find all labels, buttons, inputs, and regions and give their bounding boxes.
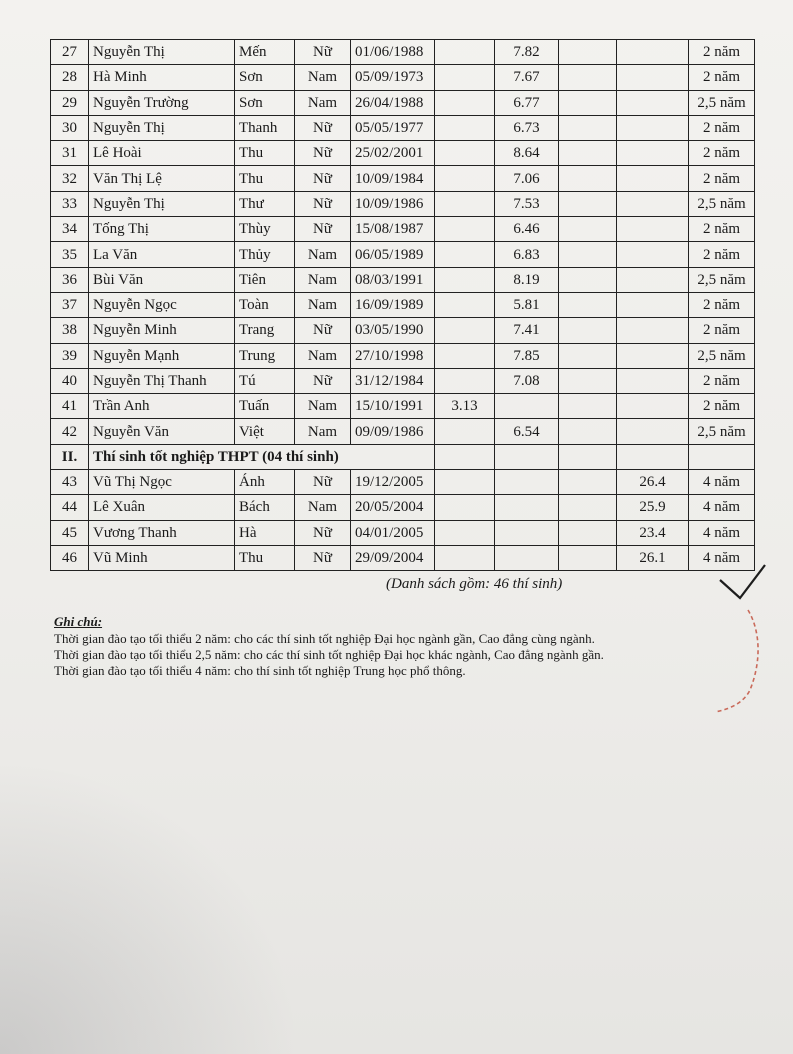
row-number: 35 <box>51 242 89 267</box>
row-number: 30 <box>51 115 89 140</box>
gender: Nữ <box>295 141 351 166</box>
score-1 <box>435 191 495 216</box>
table-row <box>51 65 755 90</box>
gender: Nam <box>295 242 351 267</box>
row-number: 31 <box>51 141 89 166</box>
score-2: 6.83 <box>495 242 559 267</box>
score-3: 23.4 <box>617 520 689 545</box>
blank-cell <box>559 368 617 393</box>
training-duration: 4 năm <box>689 545 755 570</box>
table-row <box>51 40 755 65</box>
surname: Nguyễn Mạnh <box>89 343 235 368</box>
birth-date: 01/06/1988 <box>351 40 435 65</box>
birth-date: 06/05/1989 <box>351 242 435 267</box>
surname: La Văn <box>89 242 235 267</box>
blank-cell <box>559 115 617 140</box>
score-3 <box>617 318 689 343</box>
given-name: Tiên <box>235 267 295 292</box>
birth-date: 04/01/2005 <box>351 520 435 545</box>
gender: Nam <box>295 90 351 115</box>
blank-cell <box>559 40 617 65</box>
training-duration: 2 năm <box>689 217 755 242</box>
score-3 <box>617 115 689 140</box>
score-2: 6.77 <box>495 90 559 115</box>
score-1 <box>435 242 495 267</box>
score-2 <box>495 470 559 495</box>
note-line: Thời gian đào tạo tối thiểu 2,5 năm: cho các thí sinh tốt nghiệp Đại học khác ngành, Cao đẳng ngành gần. <box>54 647 604 662</box>
training-duration: 2 năm <box>689 242 755 267</box>
blank-cell <box>559 141 617 166</box>
training-duration: 2 năm <box>689 368 755 393</box>
training-duration: 2 năm <box>689 166 755 191</box>
score-1 <box>435 267 495 292</box>
training-duration: 2 năm <box>689 318 755 343</box>
gender: Nam <box>295 267 351 292</box>
surname: Vương Thanh <box>89 520 235 545</box>
blank-cell <box>559 90 617 115</box>
given-name: Sơn <box>235 65 295 90</box>
given-name: Việt <box>235 419 295 444</box>
score-2: 6.73 <box>495 115 559 140</box>
candidate-table <box>50 39 755 571</box>
gender: Nữ <box>295 520 351 545</box>
given-name: Mến <box>235 40 295 65</box>
gender: Nữ <box>295 318 351 343</box>
birth-date: 15/08/1987 <box>351 217 435 242</box>
score-1 <box>435 318 495 343</box>
surname: Lê Xuân <box>89 495 235 520</box>
score-2: 7.08 <box>495 368 559 393</box>
score-3 <box>617 217 689 242</box>
blank-cell <box>559 318 617 343</box>
blank-cell <box>559 343 617 368</box>
training-duration: 2,5 năm <box>689 419 755 444</box>
row-number: 39 <box>51 343 89 368</box>
table-row <box>51 419 755 444</box>
surname: Nguyễn Thị <box>89 115 235 140</box>
given-name: Thùy <box>235 217 295 242</box>
table-row <box>51 318 755 343</box>
table-body-group-2 <box>51 470 755 571</box>
surname: Văn Thị Lệ <box>89 166 235 191</box>
red-stamp-edge <box>715 610 758 712</box>
gender: Nữ <box>295 40 351 65</box>
surname: Hà Minh <box>89 65 235 90</box>
table-row <box>51 368 755 393</box>
score-2: 7.53 <box>495 191 559 216</box>
row-number: 40 <box>51 368 89 393</box>
score-1 <box>435 166 495 191</box>
birth-date: 05/05/1977 <box>351 115 435 140</box>
row-number: 36 <box>51 267 89 292</box>
surname: Vũ Thị Ngọc <box>89 470 235 495</box>
notes-title: Ghi chú: <box>54 614 103 629</box>
gender: Nữ <box>295 368 351 393</box>
page-shadow <box>0 760 300 1054</box>
score-3 <box>617 166 689 191</box>
gender: Nam <box>295 394 351 419</box>
table-row <box>51 545 755 570</box>
gender: Nữ <box>295 166 351 191</box>
row-number: 28 <box>51 65 89 90</box>
score-3 <box>617 90 689 115</box>
birth-date: 20/05/2004 <box>351 495 435 520</box>
row-number: 29 <box>51 90 89 115</box>
birth-date: 08/03/1991 <box>351 267 435 292</box>
given-name: Trung <box>235 343 295 368</box>
given-name: Thu <box>235 166 295 191</box>
training-duration: 2,5 năm <box>689 267 755 292</box>
birth-date: 10/09/1986 <box>351 191 435 216</box>
training-duration: 2 năm <box>689 65 755 90</box>
note-line: Thời gian đào tạo tối thiểu 2 năm: cho các thí sinh tốt nghiệp Đại học ngành gần, Cao đẳng cùng ngành. <box>54 631 595 646</box>
birth-date: 19/12/2005 <box>351 470 435 495</box>
surname: Nguyễn Thị <box>89 40 235 65</box>
table-row <box>51 267 755 292</box>
score-1 <box>435 470 495 495</box>
score-2 <box>495 520 559 545</box>
given-name: Trang <box>235 318 295 343</box>
surname: Bùi Văn <box>89 267 235 292</box>
score-3 <box>617 368 689 393</box>
score-2 <box>495 495 559 520</box>
gender: Nam <box>295 292 351 317</box>
score-1 <box>435 343 495 368</box>
note-line: Thời gian đào tạo tối thiểu 4 năm: cho thí sinh tốt nghiệp Trung học phổ thông. <box>54 663 466 678</box>
blank-cell <box>559 495 617 520</box>
row-number: 45 <box>51 520 89 545</box>
birth-date: 10/09/1984 <box>351 166 435 191</box>
given-name: Toàn <box>235 292 295 317</box>
score-3 <box>617 419 689 444</box>
score-1 <box>435 141 495 166</box>
given-name: Ánh <box>235 470 295 495</box>
given-name: Tú <box>235 368 295 393</box>
table-row <box>51 166 755 191</box>
score-2: 7.06 <box>495 166 559 191</box>
row-number: 34 <box>51 217 89 242</box>
table-row <box>51 90 755 115</box>
score-1 <box>435 217 495 242</box>
table-row <box>51 394 755 419</box>
surname: Nguyễn Thị <box>89 191 235 216</box>
score-3 <box>617 292 689 317</box>
score-2: 6.54 <box>495 419 559 444</box>
birth-date: 31/12/1984 <box>351 368 435 393</box>
score-2: 7.82 <box>495 40 559 65</box>
score-3 <box>617 65 689 90</box>
row-number: 42 <box>51 419 89 444</box>
blank-cell <box>559 65 617 90</box>
blank-cell <box>559 267 617 292</box>
training-duration: 2,5 năm <box>689 343 755 368</box>
score-1 <box>435 40 495 65</box>
training-duration: 2 năm <box>689 40 755 65</box>
table-row <box>51 141 755 166</box>
score-3: 25.9 <box>617 495 689 520</box>
blank-cell <box>559 191 617 216</box>
signature-mark <box>700 560 780 720</box>
table-body-group-1 <box>51 40 755 445</box>
birth-date: 05/09/1973 <box>351 65 435 90</box>
birth-date: 15/10/1991 <box>351 394 435 419</box>
row-number: 43 <box>51 470 89 495</box>
given-name: Sơn <box>235 90 295 115</box>
score-2 <box>495 394 559 419</box>
row-number: 27 <box>51 40 89 65</box>
birth-date: 03/05/1990 <box>351 318 435 343</box>
training-duration: 2,5 năm <box>689 90 755 115</box>
row-number: 32 <box>51 166 89 191</box>
score-3 <box>617 242 689 267</box>
score-1 <box>435 292 495 317</box>
blank-cell <box>559 419 617 444</box>
blank-cell <box>559 394 617 419</box>
surname: Nguyễn Văn <box>89 419 235 444</box>
birth-date: 09/09/1986 <box>351 419 435 444</box>
score-1 <box>435 545 495 570</box>
birth-date: 27/10/1998 <box>351 343 435 368</box>
score-2: 7.85 <box>495 343 559 368</box>
gender: Nữ <box>295 115 351 140</box>
surname: Lê Hoài <box>89 141 235 166</box>
list-summary: (Danh sách gồm: 46 thí sinh) <box>386 576 563 592</box>
surname: Nguyễn Trường <box>89 90 235 115</box>
table-row <box>51 242 755 267</box>
score-1 <box>435 368 495 393</box>
table-row <box>51 495 755 520</box>
gender: Nam <box>295 419 351 444</box>
score-2: 8.64 <box>495 141 559 166</box>
blank-cell <box>559 242 617 267</box>
given-name: Thanh <box>235 115 295 140</box>
given-name: Thu <box>235 545 295 570</box>
gender: Nam <box>295 343 351 368</box>
score-2: 6.46 <box>495 217 559 242</box>
surname: Trần Anh <box>89 394 235 419</box>
score-3 <box>617 267 689 292</box>
score-1 <box>435 65 495 90</box>
row-number: 33 <box>51 191 89 216</box>
score-1 <box>435 115 495 140</box>
table-row <box>51 520 755 545</box>
blank-cell <box>559 545 617 570</box>
tick-stroke <box>720 565 765 598</box>
table-row <box>51 191 755 216</box>
table-section-header <box>51 444 755 469</box>
training-duration: 2 năm <box>689 394 755 419</box>
given-name: Thủy <box>235 242 295 267</box>
row-number: 41 <box>51 394 89 419</box>
birth-date: 16/09/1989 <box>351 292 435 317</box>
surname: Tống Thị <box>89 217 235 242</box>
section-title: Thí sinh tốt nghiệp THPT (04 thí sinh) <box>89 444 435 469</box>
blank-cell <box>559 166 617 191</box>
given-name: Bách <box>235 495 295 520</box>
gender: Nam <box>295 495 351 520</box>
blank-cell <box>559 292 617 317</box>
surname: Nguyễn Minh <box>89 318 235 343</box>
row-number: 44 <box>51 495 89 520</box>
score-1 <box>435 419 495 444</box>
training-duration: 4 năm <box>689 470 755 495</box>
score-1 <box>435 520 495 545</box>
table-row <box>51 217 755 242</box>
score-1 <box>435 90 495 115</box>
training-duration: 2 năm <box>689 115 755 140</box>
score-2: 8.19 <box>495 267 559 292</box>
score-3 <box>617 40 689 65</box>
table-row <box>51 470 755 495</box>
blank-cell <box>559 520 617 545</box>
score-2: 5.81 <box>495 292 559 317</box>
surname: Nguyễn Thị Thanh <box>89 368 235 393</box>
training-duration: 2,5 năm <box>689 191 755 216</box>
score-3 <box>617 343 689 368</box>
gender: Nữ <box>295 545 351 570</box>
training-duration: 2 năm <box>689 292 755 317</box>
gender: Nam <box>295 65 351 90</box>
score-3: 26.1 <box>617 545 689 570</box>
birth-date: 26/04/1988 <box>351 90 435 115</box>
score-1 <box>435 495 495 520</box>
table-row <box>51 115 755 140</box>
birth-date: 25/02/2001 <box>351 141 435 166</box>
surname: Nguyễn Ngọc <box>89 292 235 317</box>
given-name: Thư <box>235 191 295 216</box>
gender: Nữ <box>295 217 351 242</box>
given-name: Hà <box>235 520 295 545</box>
row-number: 38 <box>51 318 89 343</box>
row-number: 37 <box>51 292 89 317</box>
training-duration: 4 năm <box>689 520 755 545</box>
score-3: 26.4 <box>617 470 689 495</box>
section-row <box>51 444 755 469</box>
row-number: 46 <box>51 545 89 570</box>
training-duration: 2 năm <box>689 141 755 166</box>
score-3 <box>617 191 689 216</box>
blank-cell <box>559 470 617 495</box>
gender: Nữ <box>295 470 351 495</box>
blank-cell <box>559 217 617 242</box>
score-3 <box>617 141 689 166</box>
surname: Vũ Minh <box>89 545 235 570</box>
given-name: Thu <box>235 141 295 166</box>
score-1: 3.13 <box>435 394 495 419</box>
gender: Nữ <box>295 191 351 216</box>
given-name: Tuấn <box>235 394 295 419</box>
score-2: 7.67 <box>495 65 559 90</box>
score-3 <box>617 394 689 419</box>
score-2 <box>495 545 559 570</box>
score-2: 7.41 <box>495 318 559 343</box>
training-duration: 4 năm <box>689 495 755 520</box>
birth-date: 29/09/2004 <box>351 545 435 570</box>
section-roman: II. <box>51 444 89 469</box>
table-row <box>51 343 755 368</box>
table-row <box>51 292 755 317</box>
